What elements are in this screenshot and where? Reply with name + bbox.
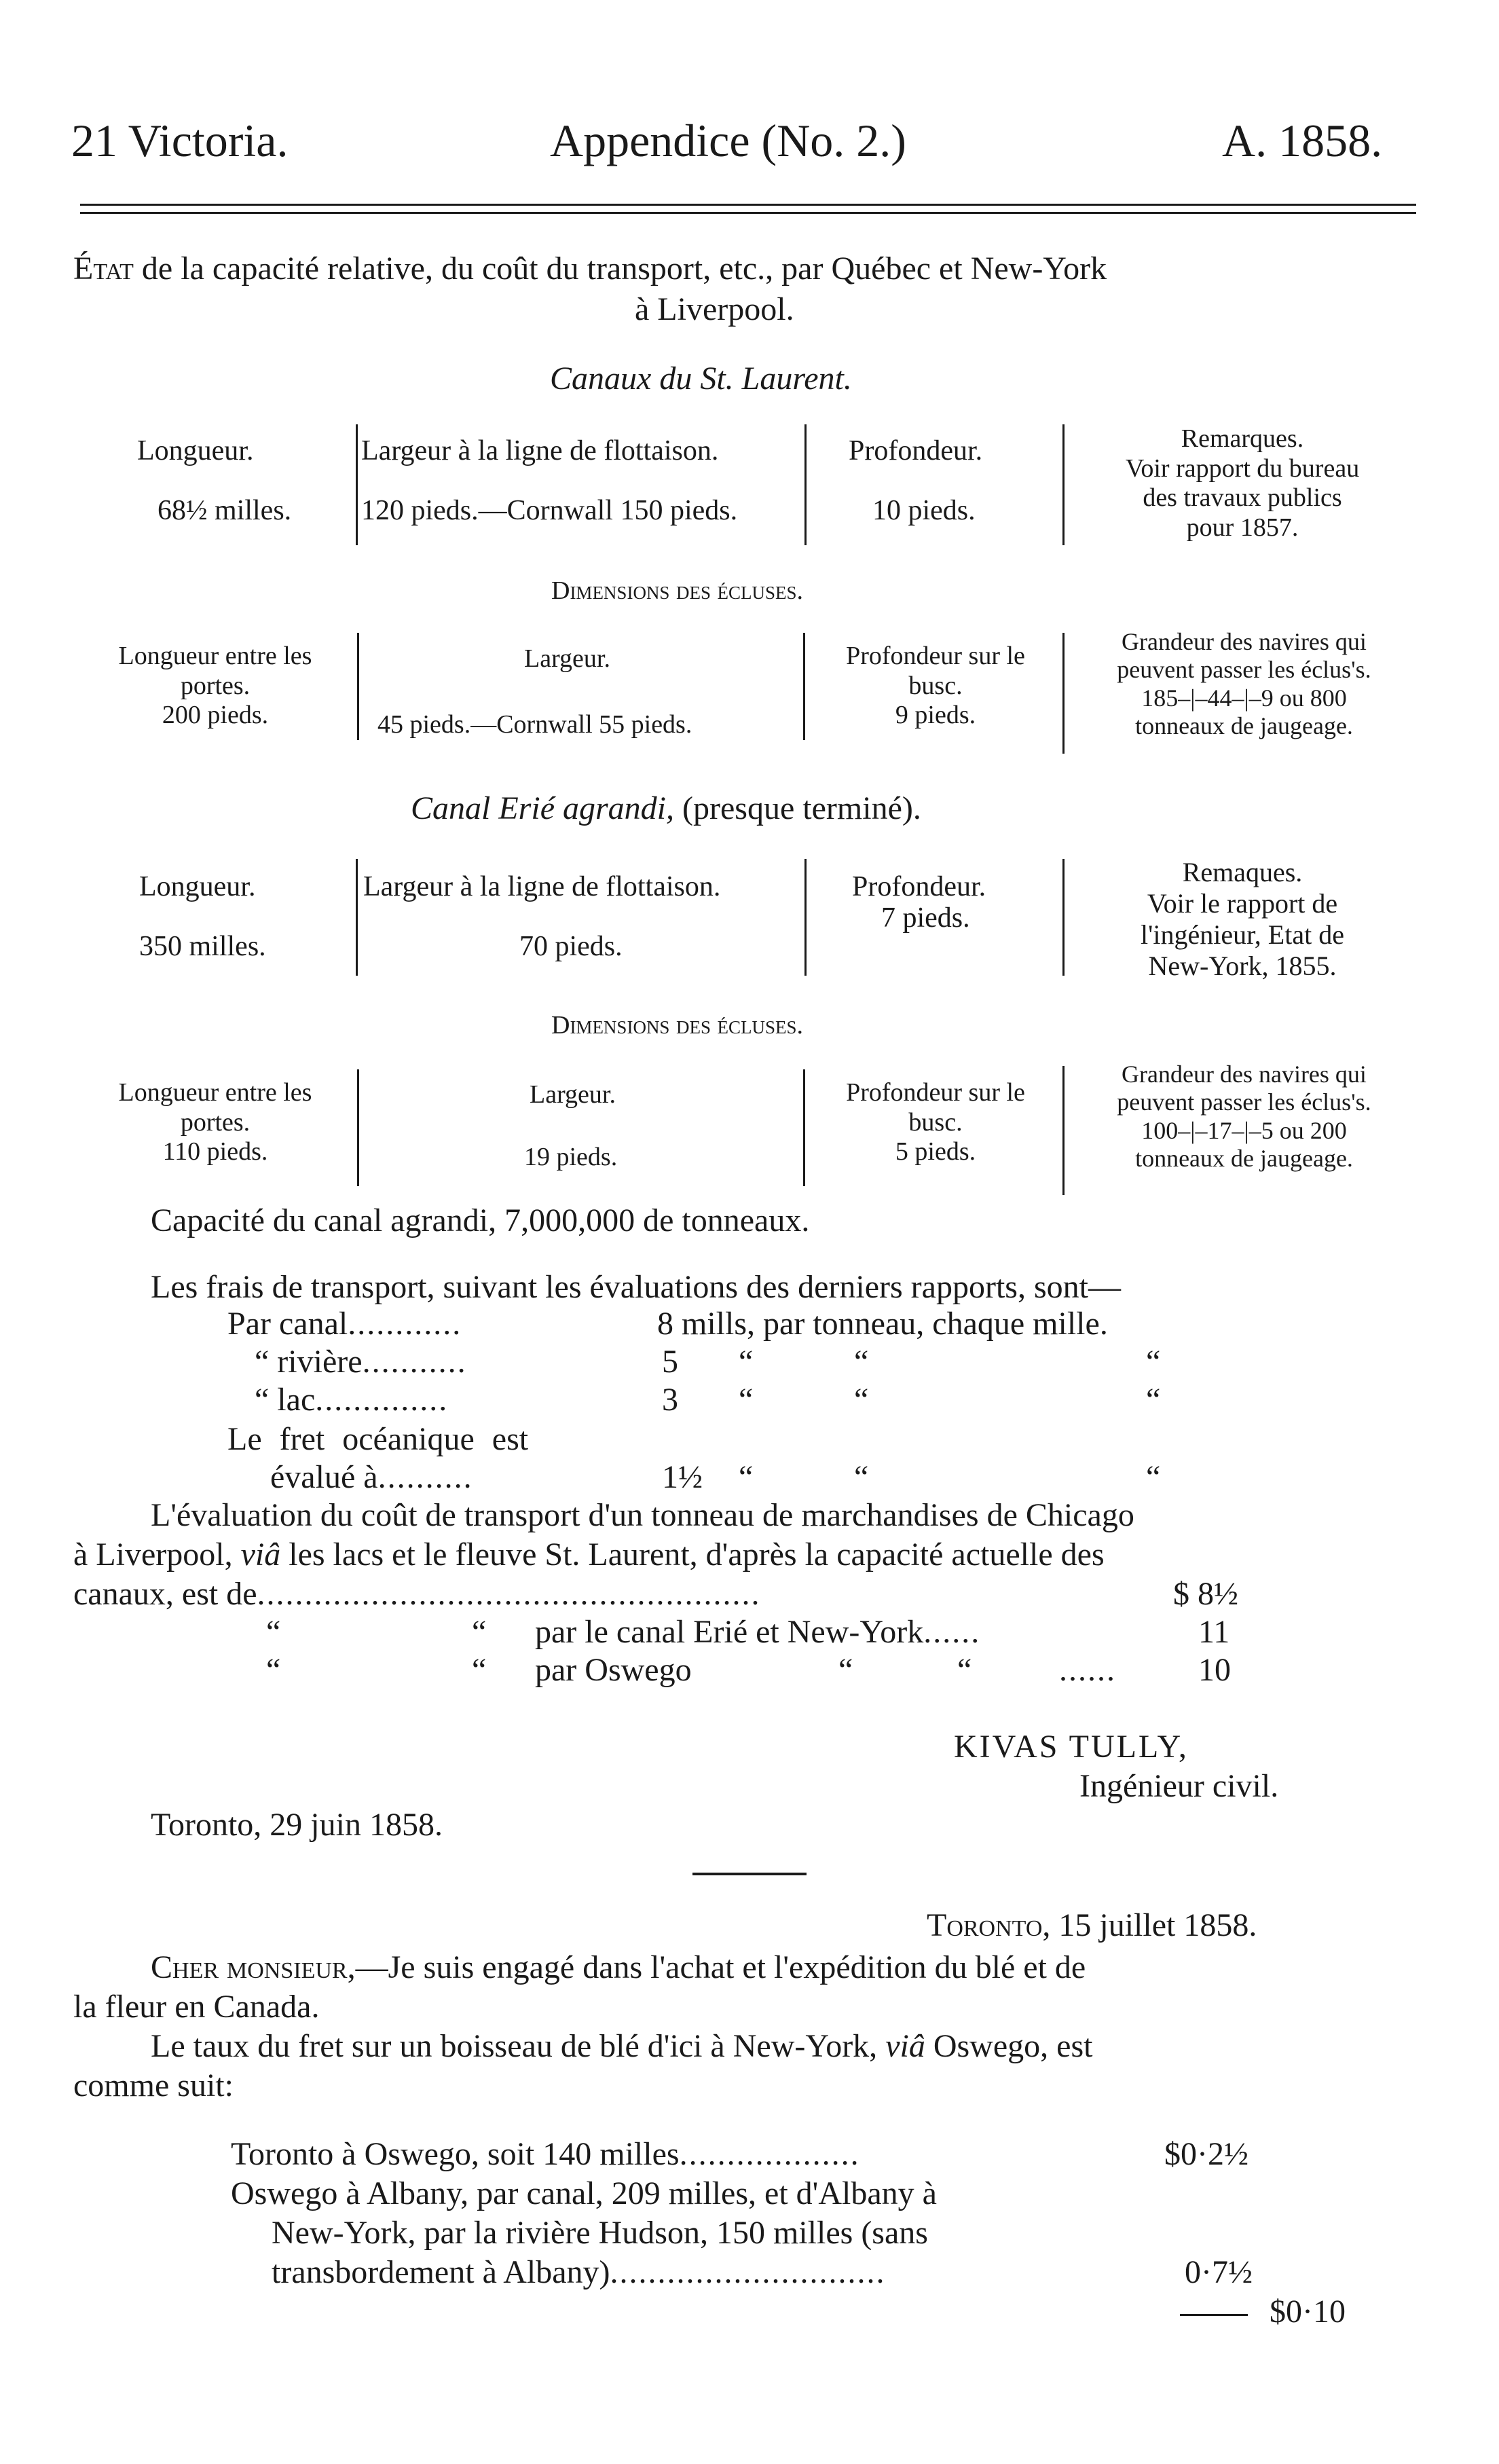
evaluation-line2-a: à Liverpool,	[73, 1537, 241, 1573]
letter-item2-l3	[272, 2254, 886, 2291]
canal1-ecl-grandeur-line: 185–|–44–|–9 ou 800	[1141, 684, 1347, 712]
canal2-ecluses-heading: Dimensions des écluses.	[551, 1011, 803, 1040]
frais-intro: Les frais de transport, suivant les évaluations des derniers rapports, sont—	[151, 1269, 1121, 1305]
canal1-ecl-grandeur-line: peuvent passer les éclus's.	[1117, 656, 1371, 684]
letter-item1-text: Toronto à Oswego, soit 140 milles	[231, 2136, 680, 2172]
frais-row-value: 3	[662, 1382, 678, 1418]
canal2-largeur-value: 70 pieds.	[519, 931, 623, 962]
canal2-ecl-grandeur-line: tonneaux de jaugeage.	[1135, 1145, 1353, 1173]
fret-dots: ..........	[377, 1459, 473, 1495]
letter-item2-l3-text: transbordement à Albany)	[272, 2254, 610, 2290]
canal1-ecl-longueur	[73, 642, 357, 731]
letter-date	[927, 1907, 1257, 1944]
canal1-remarques	[1066, 424, 1419, 543]
canal1-ecl-longueur-line: 200 pieds.	[162, 701, 269, 730]
letter-line3	[151, 2027, 1092, 2065]
ditto-mark: “	[472, 1652, 487, 1688]
canal2-heading-italic: Canal Erié agrandi,	[411, 790, 675, 826]
letter-line2: la fleur en Canada.	[73, 1989, 320, 2025]
ditto-mark: “	[1146, 1344, 1161, 1380]
header-rule-top	[80, 204, 1416, 206]
evaluation-row2-dots: ......	[923, 1614, 981, 1650]
canal2-ecl-profondeur	[807, 1078, 1065, 1167]
document-title	[73, 250, 1107, 287]
canal1-divider-2	[804, 424, 807, 545]
canal2-longueur-value: 350 milles.	[139, 931, 266, 962]
letter-item2-dots: .............................	[610, 2254, 886, 2290]
evaluation-value-3: 10	[1198, 1652, 1231, 1688]
signature-title: Ingénieur civil.	[1079, 1768, 1279, 1804]
title-lead: État	[73, 251, 134, 287]
evaluation-line2	[73, 1536, 1105, 1573]
letter-line1-rest: —Je suis engagé dans l'achat et l'expédition du blé et de	[355, 1949, 1086, 1985]
fret-line1: Le fret océanique est	[227, 1421, 529, 1457]
canal2-ecl-longueur-line: Longueur entre les	[118, 1078, 312, 1107]
signature-name: KIVAS TULLY,	[954, 1729, 1189, 1765]
letter-item1	[231, 2135, 860, 2173]
canal1-longueur-value: 68½ milles.	[158, 495, 292, 526]
frais-row	[255, 1343, 467, 1380]
fret-label: évalué à	[270, 1459, 378, 1495]
evaluation-value-1: $ 8½	[1173, 1576, 1238, 1612]
header-right: A. 1858.	[1222, 115, 1383, 166]
letter-item1-value: $0·2½	[1164, 2136, 1248, 2172]
letter-total: $0·10	[1270, 2294, 1346, 2330]
canal2-ecl-largeur-value: 19 pieds.	[524, 1143, 618, 1171]
frais-row-dots: ...........	[362, 1344, 467, 1380]
canal2-longueur-label: Longueur.	[139, 871, 256, 902]
total-rule	[1180, 2314, 1248, 2316]
frais-row-value: 8 mills, par tonneau, chaque mille.	[657, 1306, 1108, 1342]
canal1-profondeur-label: Profondeur.	[849, 435, 983, 466]
ditto-mark: “	[854, 1459, 869, 1495]
evaluation-line3-dots: .....................................................	[257, 1576, 761, 1612]
canal1-remarques-line: pour 1857.	[1186, 513, 1299, 543]
canal2-divider-2	[804, 859, 807, 976]
letter-salutation: Cher monsieur,	[151, 1949, 356, 1985]
ditto-mark: “	[1146, 1382, 1161, 1418]
letter-line1	[151, 1949, 1086, 1986]
canal2-ecl-longueur	[73, 1078, 357, 1167]
canal1-profondeur-value: 10 pieds.	[872, 495, 976, 526]
frais-row	[227, 1305, 462, 1342]
ditto-mark: “	[266, 1614, 281, 1650]
evaluation-line2-b: les lacs et le fleuve St. Laurent, d'après la capacité actuelle des	[280, 1537, 1105, 1573]
canal2-profondeur-label: Profondeur.	[852, 871, 986, 902]
fret-line2	[270, 1458, 473, 1496]
canal2-profondeur-value: 7 pieds.	[881, 902, 970, 934]
canal1-ecl-divider-2	[803, 633, 805, 740]
evaluation-line2-italic: viâ	[240, 1537, 281, 1573]
letter-item2-l1: Oswego à Albany, par canal, 209 milles, et d'Albany à	[231, 2175, 937, 2211]
canal1-longueur-label: Longueur.	[137, 435, 254, 466]
canal2-remarques-line: Voir le rapport de	[1147, 888, 1338, 919]
canal1-ecl-profondeur-line: busc.	[908, 671, 963, 700]
evaluation-line3	[73, 1575, 761, 1613]
canal2-ecl-profondeur-line: Profondeur sur le	[846, 1078, 1025, 1107]
letter-date-place: Toronto	[927, 1907, 1043, 1943]
canal1-remarques-line: Remarques.	[1181, 424, 1304, 453]
canal1-ecl-profondeur-line: Profondeur sur le	[846, 642, 1025, 670]
letter-item1-dots: ...................	[679, 2136, 860, 2172]
canal2-ecl-divider-3	[1062, 1066, 1065, 1195]
section-divider	[692, 1873, 807, 1875]
canal1-ecl-profondeur	[807, 642, 1065, 731]
header-center: Appendice (No. 2.)	[550, 115, 906, 166]
canal2-divider-3	[1062, 859, 1065, 976]
canal1-largeur-label: Largeur à la ligne de flottaison.	[361, 435, 719, 466]
title-line1: de la capacité relative, du coût du transport, etc., par Québec et New-York	[133, 251, 1107, 287]
canal2-ecl-profondeur-line: busc.	[908, 1107, 963, 1137]
canal1-ecl-profondeur-line: 9 pieds.	[895, 701, 976, 730]
letter-line4: comme suit:	[73, 2067, 234, 2103]
capacite-text: Capacité du canal agrandi, 7,000,000 de tonneaux.	[151, 1202, 810, 1238]
canal1-ecluses-heading: Dimensions des écluses.	[551, 576, 803, 605]
evaluation-value-2: 11	[1198, 1614, 1230, 1650]
evaluation-row3-text: par Oswego	[535, 1652, 692, 1688]
ditto-mark: “	[838, 1652, 853, 1688]
canal1-remarques-line: Voir rapport du bureau	[1125, 454, 1360, 483]
evaluation-line3-a: canaux, est de	[73, 1576, 257, 1612]
canal1-ecl-longueur-line: portes.	[180, 671, 251, 700]
letter-item2-l2: New-York, par la rivière Hudson, 150 milles (sans	[272, 2215, 928, 2251]
canal2-ecl-largeur-label: Largeur.	[530, 1080, 616, 1109]
canal2-largeur-label: Largeur à la ligne de flottaison.	[363, 871, 721, 902]
canal2-remarques-line: Remaques.	[1182, 857, 1303, 887]
canal1-ecl-largeur-label: Largeur.	[524, 644, 610, 673]
evaluation-row2	[535, 1613, 980, 1651]
place-date: Toronto, 29 juin 1858.	[151, 1807, 443, 1843]
canal1-ecl-grandeur-line: Grandeur des navires qui	[1122, 628, 1367, 655]
canal2-remarques	[1066, 857, 1419, 982]
ditto-mark: “	[957, 1652, 972, 1688]
canal1-ecl-grandeur-line: tonneaux de jaugeage.	[1135, 712, 1353, 740]
canal1-largeur-value: 120 pieds.—Cornwall 150 pieds.	[361, 495, 738, 526]
canal2-ecl-profondeur-line: 5 pieds.	[895, 1137, 976, 1166]
ditto-mark: “	[854, 1382, 869, 1418]
canal1-divider-3	[1062, 424, 1065, 545]
title-line2: à Liverpool.	[635, 291, 794, 327]
canal2-ecl-grandeur	[1066, 1061, 1422, 1173]
letter-line3-b: Oswego, est	[925, 2028, 1093, 2064]
letter-line3-a: Le taux du fret sur un boisseau de blé d'ici à New-York,	[151, 2028, 886, 2064]
canal1-ecl-grandeur	[1066, 628, 1422, 741]
frais-row	[255, 1381, 448, 1418]
canal2-divider-1	[356, 859, 358, 976]
ditto-mark: “	[266, 1652, 281, 1688]
canal2-ecl-grandeur-line: Grandeur des navires qui	[1122, 1061, 1367, 1088]
canal1-remarques-line: des travaux publics	[1143, 483, 1342, 513]
canal2-remarques-line: l'ingénieur, Etat de	[1141, 919, 1344, 950]
canal2-heading-rest: (presque terminé).	[674, 790, 921, 826]
letter-item2-value: 0·7½	[1185, 2254, 1253, 2290]
fret-value: 1½	[662, 1459, 703, 1495]
evaluation-line1: L'évaluation du coût de transport d'un tonneau de marchandises de Chicago	[151, 1497, 1134, 1533]
canal2-ecl-divider-2	[803, 1069, 805, 1186]
canal1-ecl-divider-3	[1062, 633, 1065, 754]
canal2-ecl-longueur-line: portes.	[180, 1107, 251, 1137]
canal1-divider-1	[356, 424, 358, 545]
evaluation-row2-text: par le canal Erié et New-York	[535, 1614, 924, 1650]
header-left: 21 Victoria.	[71, 115, 289, 166]
frais-row-value: 5	[662, 1344, 678, 1380]
canal2-remarques-line: New-York, 1855.	[1148, 951, 1337, 981]
canal1-heading: Canaux du St. Laurent.	[550, 361, 852, 397]
canal2-ecl-grandeur-line: peuvent passer les éclus's.	[1117, 1088, 1371, 1116]
canal1-ecl-largeur-value: 45 pieds.—Cornwall 55 pieds.	[377, 710, 692, 739]
letter-line3-italic: viâ	[885, 2028, 925, 2064]
ditto-mark: “	[739, 1382, 754, 1418]
letter-date-rest: , 15 juillet 1858.	[1042, 1907, 1257, 1943]
frais-row-label: Par canal	[227, 1306, 348, 1342]
frais-row-dots: ............	[348, 1306, 462, 1342]
ditto-mark: “	[472, 1614, 487, 1650]
frais-row-label: “ lac	[255, 1382, 316, 1418]
ditto-mark: “	[739, 1344, 754, 1380]
evaluation-row3-dots: ......	[1059, 1652, 1116, 1688]
ditto-mark: “	[739, 1459, 754, 1495]
frais-row-label: “ rivière	[255, 1344, 363, 1380]
ditto-mark: “	[854, 1344, 869, 1380]
canal2-heading	[411, 790, 921, 827]
header-rule-bottom	[80, 212, 1416, 214]
canal1-ecl-longueur-line: Longueur entre les	[118, 642, 312, 670]
canal1-ecl-divider-1	[357, 633, 359, 740]
frais-row-dots: ..............	[315, 1382, 449, 1418]
canal2-ecl-grandeur-line: 100–|–17–|–5 ou 200	[1141, 1116, 1347, 1144]
ditto-mark: “	[1146, 1459, 1161, 1495]
canal2-ecl-divider-1	[357, 1069, 359, 1186]
canal2-ecl-longueur-line: 110 pieds.	[162, 1137, 268, 1166]
